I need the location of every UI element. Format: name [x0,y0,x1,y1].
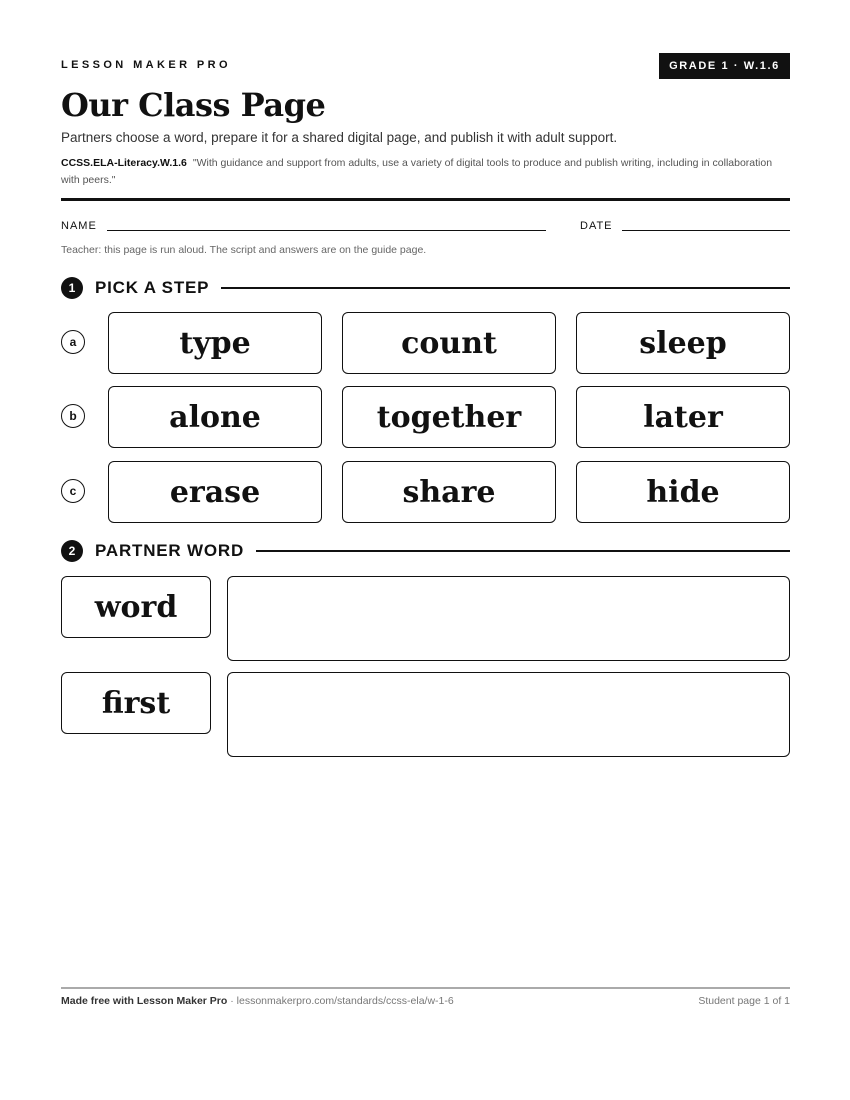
footer-credit [61,995,454,1007]
name-field[interactable] [107,230,546,231]
word-card[interactable]: alone [108,386,322,448]
page-subtitle: Partners choose a word, prepare it for a shared digital page, and publish it with adult support. [61,130,618,145]
section-pick-a-step-header [61,276,790,300]
word-card[interactable]: together [342,386,556,448]
section-number: 1 [61,277,83,299]
standard-statement [61,155,790,189]
section-divider [256,550,790,552]
writing-box[interactable] [227,672,790,757]
word-card[interactable]: sleep [576,312,790,374]
footer-page-info: Student page 1 of 1 [698,995,790,1007]
word-card[interactable]: hide [576,461,790,523]
grade-badge: GRADE 1 · W.1.6 [659,53,790,79]
partner-word-card: first [61,672,211,734]
teacher-note: Teacher: this page is run aloud. The script and answers are on the guide page. [61,244,427,256]
word-card[interactable]: type [108,312,322,374]
header-divider [61,198,790,201]
standard-code: CCSS.ELA-Literacy.W.1.6 [61,157,187,169]
word-card[interactable]: later [576,386,790,448]
row-letter-a: a [61,330,85,354]
page-title: Our Class Page [61,86,326,124]
partner-word-card: word [61,576,211,638]
section-title: PARTNER WORD [95,541,245,560]
section-title: PICK A STEP [95,278,210,297]
brand-name: LESSON MAKER PRO [61,59,231,71]
date-field[interactable] [622,230,790,231]
word-card[interactable]: erase [108,461,322,523]
name-label: NAME [61,220,97,232]
writing-box[interactable] [227,576,790,661]
word-card[interactable]: share [342,461,556,523]
date-label: DATE [580,220,613,232]
standard-text: "With guidance and support from adults, use a variety of digital tools to produce and publish writing, including in collaboration with peers." [61,157,773,186]
footer-url: · lessonmakerpro.com/standards/ccss-ela/w-1-6 [230,995,454,1007]
section-partner-word-header [61,539,790,563]
section-divider [221,287,790,289]
section-number: 2 [61,540,83,562]
worksheet-page [61,0,790,1100]
footer-made-with: Made free with Lesson Maker Pro [61,995,228,1007]
row-letter-c: c [61,479,85,503]
footer-divider [61,987,790,989]
word-card[interactable]: count [342,312,556,374]
row-letter-b: b [61,404,85,428]
